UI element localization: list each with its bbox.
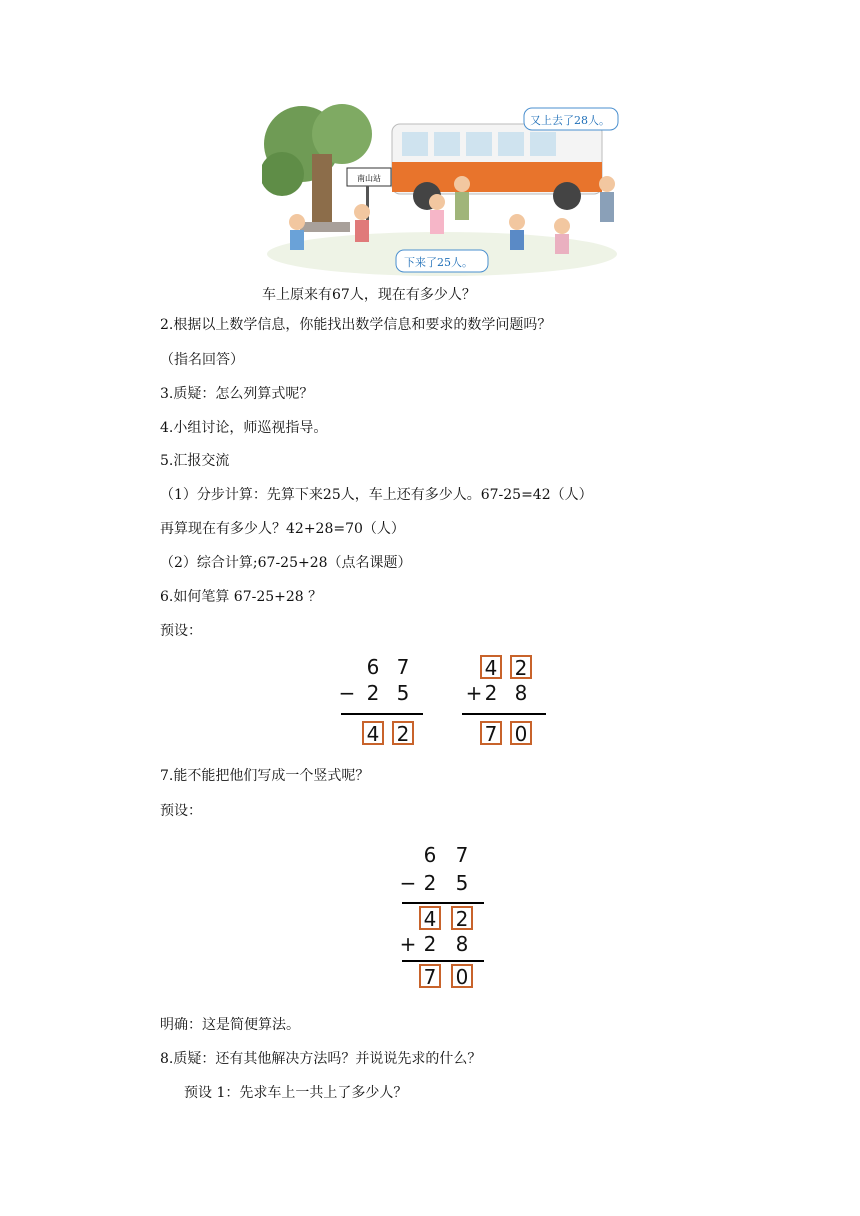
answer-box: 7 [480, 721, 502, 745]
calc-digit: 8 [514, 681, 528, 705]
answer-box: 2 [392, 721, 414, 745]
calc-digit: 7 [455, 843, 469, 867]
answer-box: 2 [451, 906, 473, 930]
text-line-8: 8.质疑：还有其他解决方法吗？并说说先求的什么？ [160, 1051, 482, 1067]
answer-box: 4 [419, 906, 441, 930]
text-line-7: 7.能不能把他们写成一个竖式呢？ [160, 768, 370, 784]
vertical-calc-add [460, 655, 555, 750]
calc-digit: 2 [423, 932, 437, 956]
calc-digit: 2 [366, 681, 380, 705]
calc-rule [341, 713, 423, 715]
calc-digit: 6 [366, 655, 380, 679]
text-line-5b: 再算现在有多少人？42+28=70（人） [160, 521, 405, 537]
text-line-6-preset: 预设： [160, 623, 202, 639]
text-line-3: 3.质疑：怎么列算式呢？ [160, 386, 314, 402]
speech-bubble-top: 又上去了28人。 [530, 114, 610, 127]
answer-box: 4 [480, 655, 502, 679]
calc-rule [462, 713, 546, 715]
calc-digit: 6 [423, 843, 437, 867]
answer-box: 0 [451, 964, 473, 988]
calc-rule [402, 960, 484, 962]
calc-operator: − [338, 681, 356, 705]
calc-operator: + [399, 932, 417, 956]
text-line-5a: （1）分步计算：先算下来25人，车上还有多少人。67-25=42（人） [160, 487, 593, 503]
bus-icon [392, 124, 602, 210]
speech-bubble-bottom: 下来了25人。 [404, 256, 473, 269]
text-line-7-preset: 预设： [160, 803, 202, 819]
calc-digit: 8 [455, 932, 469, 956]
text-line-4: 4.小组讨论，师巡视指导。 [160, 420, 328, 436]
text-line-7-conclusion: 明确：这是简便算法。 [160, 1017, 300, 1033]
calc-digit: 7 [396, 655, 410, 679]
calc-operator: + [465, 681, 483, 705]
calc-operator: − [399, 871, 417, 895]
illustration-caption: 车上原来有67人，现在有多少人？ [262, 287, 476, 303]
answer-box: 0 [510, 721, 532, 745]
text-line-5c: （2）综合计算;67-25+28（点名课题） [160, 555, 412, 571]
text-line-6: 6.如何笔算 67-25+28 ？ [160, 589, 323, 605]
calc-digit: 2 [423, 871, 437, 895]
answer-box: 7 [419, 964, 441, 988]
calc-digit: 2 [484, 681, 498, 705]
answer-box: 4 [362, 721, 384, 745]
bus-stop-illustration [262, 104, 622, 282]
vertical-calc-subtract [335, 655, 430, 750]
text-line-5: 5.汇报交流 [160, 453, 230, 469]
text-line-2b: （指名回答） [160, 352, 244, 368]
answer-box: 2 [510, 655, 532, 679]
station-sign-label: 南山站 [357, 174, 381, 183]
calc-rule [402, 902, 484, 904]
text-line-8-preset: 预设 1：先求车上一共上了多少人？ [184, 1085, 408, 1101]
vertical-calc-combined [398, 843, 488, 993]
text-line-2: 2.根据以上数学信息，你能找出数学信息和要求的数学问题吗？ [160, 317, 552, 333]
calc-digit: 5 [396, 681, 410, 705]
calc-digit: 5 [455, 871, 469, 895]
